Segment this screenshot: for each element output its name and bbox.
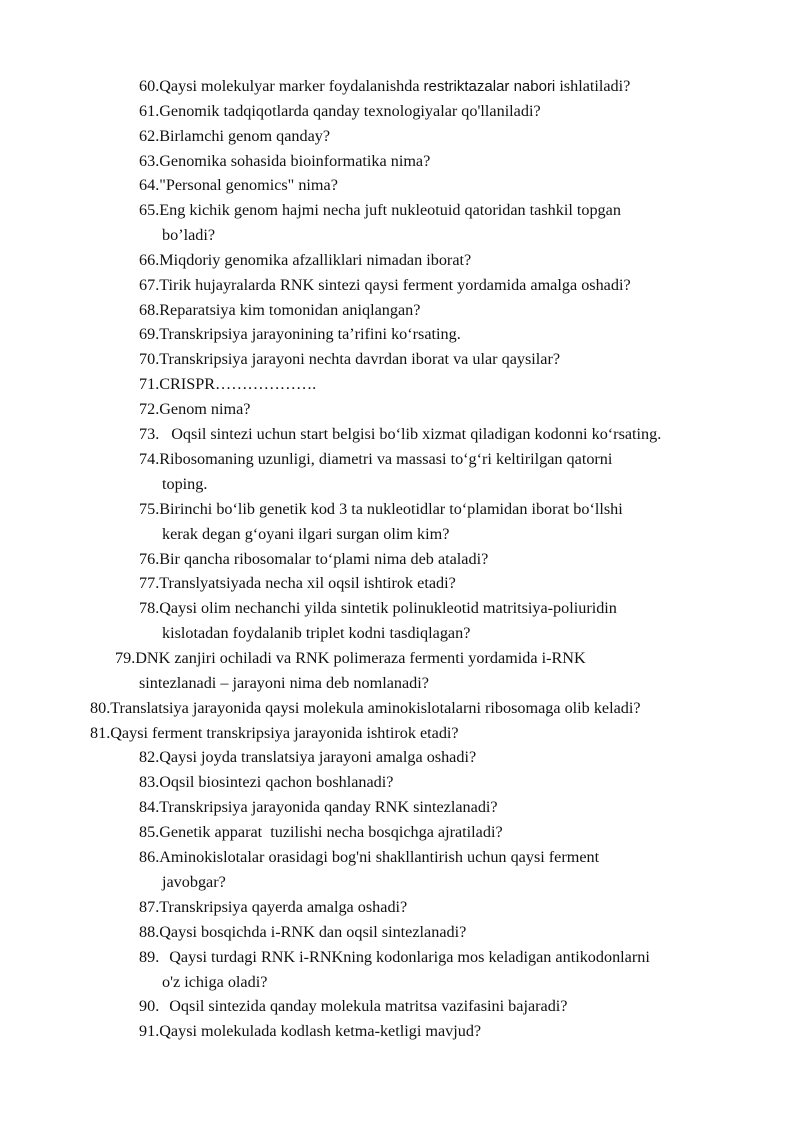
- question-text: javobgar?: [162, 873, 226, 891]
- question-76: [139, 547, 488, 572]
- question-number: 82.: [139, 748, 160, 766]
- question-number: 88.: [139, 923, 160, 941]
- question-number: 76.: [139, 550, 160, 568]
- question-number: 73.: [139, 425, 160, 443]
- question-90: [139, 994, 568, 1019]
- question-71: [139, 372, 316, 397]
- question-text: Genomika sohasida bioinformatika nima?: [159, 152, 431, 170]
- question-text: toping.: [162, 475, 208, 493]
- question-number: 90.: [139, 997, 160, 1015]
- question-89: [139, 945, 650, 970]
- question-number: 81.: [90, 724, 111, 742]
- question-text: Genetik apparat tuzilishi necha bosqichga ajratiladi?: [159, 823, 503, 841]
- question-67: [139, 273, 631, 298]
- question-80: [90, 696, 641, 721]
- question-number: 87.: [139, 898, 160, 916]
- question-number: 77.: [139, 574, 160, 592]
- question-number: 68.: [139, 301, 160, 319]
- question-62: [139, 124, 330, 149]
- question-text: Qaysi molekulada kodlash ketma-ketligi mavjud?: [159, 1022, 482, 1040]
- question-number: 70.: [139, 350, 160, 368]
- question-number: 78.: [139, 599, 160, 617]
- question-text: Genom nima?: [159, 400, 251, 418]
- question-text: Oqsil biosintezi qachon boshlanadi?: [159, 773, 394, 791]
- question-70: [139, 347, 560, 372]
- question-text: DNK zanjiri ochiladi va RNK polimeraza fermenti yordamida i-RNK: [135, 649, 586, 667]
- question-text: Oqsil sintezi uchun start belgisi bo‘lib xizmat qiladigan kodonni ko‘rsating.: [171, 425, 662, 443]
- question-number: 89.: [139, 948, 160, 966]
- question-text: Ribosomaning uzunligi, diametri va massasi to‘g‘ri keltirilgan qatorni: [159, 450, 613, 468]
- question-number: 80.: [90, 699, 111, 717]
- question-text: Genomik tadqiqotlarda qanday texnologiyalar qo'llaniladi?: [159, 102, 541, 120]
- question-77: [139, 571, 456, 596]
- question-91: [139, 1019, 481, 1044]
- question-number: 69.: [139, 325, 160, 343]
- question-text: Transkripsiya qayerda amalga oshadi?: [159, 898, 408, 916]
- question-79: [115, 646, 586, 671]
- question-text: Transkripsiya jarayoni nechta davrdan iborat va ular qaysilar?: [159, 350, 561, 368]
- question-number: 65.: [139, 201, 160, 219]
- question-number: 64.: [139, 176, 160, 194]
- question-86-continuation: [162, 870, 226, 895]
- question-73: [139, 422, 661, 447]
- question-text: Birinchi bo‘lib genetik kod 3 ta nukleotidlar to‘plamidan iborat bo‘llshi: [159, 500, 623, 518]
- question-text: Transkripsiya jarayonida qanday RNK sintezlanadi?: [159, 798, 498, 816]
- question-number: 66.: [139, 251, 160, 269]
- question-85: [139, 820, 503, 845]
- question-text: Tirik hujayralarda RNK sintezi qaysi ferment yordamida amalga oshadi?: [159, 276, 631, 294]
- question-65: [139, 198, 621, 223]
- question-68: [139, 298, 420, 323]
- question-text: "Personal genomics" nima?: [159, 176, 338, 194]
- question-text: Aminokislotalar orasidagi bog'ni shakllantirish uchun qaysi ferment: [159, 848, 600, 866]
- question-74-continuation: [162, 472, 207, 497]
- question-78-continuation: [162, 621, 470, 646]
- question-number: 67.: [139, 276, 160, 294]
- question-number: 86.: [139, 848, 160, 866]
- question-text: Translyatsiyada necha xil oqsil ishtirok etadi?: [159, 574, 456, 592]
- question-text: Qaysi ferment transkripsiya jarayonida ishtirok etadi?: [110, 724, 459, 742]
- question-72: [139, 397, 251, 422]
- question-number: 83.: [139, 773, 160, 791]
- question-number: 85.: [139, 823, 160, 841]
- question-text: Bir qancha ribosomalar to‘plami nima deb ataladi?: [159, 550, 489, 568]
- question-74: [139, 447, 612, 472]
- question-89-continuation: [162, 970, 267, 995]
- question-text: bo’ladi?: [162, 226, 216, 244]
- question-number: 74.: [139, 450, 160, 468]
- question-text: CRISPR……………….: [159, 375, 317, 393]
- question-text: Transkripsiya jarayonining ta’rifini ko‘rsating.: [159, 325, 461, 343]
- question-87: [139, 895, 407, 920]
- question-number: 60.: [139, 77, 160, 95]
- question-text: Qaysi olim nechanchi yilda sintetik polinukleotid matritsiya-poliuridin: [159, 599, 617, 617]
- question-63: [139, 149, 430, 174]
- question-text: Qaysi turdagi RNK i-RNKning kodonlariga mos keladigan antikodonlarni: [169, 948, 650, 966]
- question-66: [139, 248, 471, 273]
- question-number: 84.: [139, 798, 160, 816]
- question-75: [139, 497, 623, 522]
- question-number: 71.: [139, 375, 160, 393]
- question-65-continuation: [162, 223, 215, 248]
- question-text: kerak degan g‘oyani ilgari surgan olim kim?: [162, 525, 450, 543]
- question-text: Oqsil sintezida qanday molekula matritsa vazifasini bajaradi?: [169, 997, 568, 1015]
- question-88: [139, 920, 466, 945]
- question-text: kislotadan foydalanib triplet kodni tasdiqlagan?: [162, 624, 471, 642]
- question-number: 61.: [139, 102, 160, 120]
- question-number: 62.: [139, 127, 160, 145]
- question-81: [90, 721, 459, 746]
- question-text-emphasis: restriktazalar nabori: [423, 78, 556, 95]
- question-text: o'z ichiga oladi?: [162, 973, 268, 991]
- question-number: 72.: [139, 400, 160, 418]
- question-text: ishlatiladi?: [555, 77, 631, 95]
- question-number: 63.: [139, 152, 160, 170]
- question-text: Qaysi molekulyar marker foydalanishda: [159, 77, 424, 95]
- question-82: [139, 745, 476, 770]
- question-number: 79.: [115, 649, 136, 667]
- question-79-continuation: [139, 671, 429, 696]
- question-text: Birlamchi genom qanday?: [159, 127, 331, 145]
- question-text: Qaysi joyda translatsiya jarayoni amalga oshadi?: [159, 748, 477, 766]
- question-number: 75.: [139, 500, 160, 518]
- question-60: [139, 74, 630, 100]
- question-86: [139, 845, 599, 870]
- question-text: Eng kichik genom hajmi necha juft nukleotuid qatoridan tashkil topgan: [159, 201, 621, 219]
- question-78: [139, 596, 617, 621]
- question-75-continuation: [162, 522, 449, 547]
- question-61: [139, 99, 541, 124]
- question-83: [139, 770, 393, 795]
- question-text: sintezlanadi – jarayoni nima deb nomlanadi?: [139, 674, 429, 692]
- question-84: [139, 795, 498, 820]
- question-64: [139, 173, 338, 198]
- question-text: Reparatsiya kim tomonidan aniqlangan?: [159, 301, 421, 319]
- question-text: Translatsiya jarayonida qaysi molekula aminokislotalarni ribosomaga olib keladi?: [110, 699, 641, 717]
- question-text: Miqdoriy genomika afzalliklari nimadan iborat?: [159, 251, 472, 269]
- question-number: 91.: [139, 1022, 160, 1040]
- question-69: [139, 322, 461, 347]
- question-text: Qaysi bosqichda i-RNK dan oqsil sintezlanadi?: [159, 923, 467, 941]
